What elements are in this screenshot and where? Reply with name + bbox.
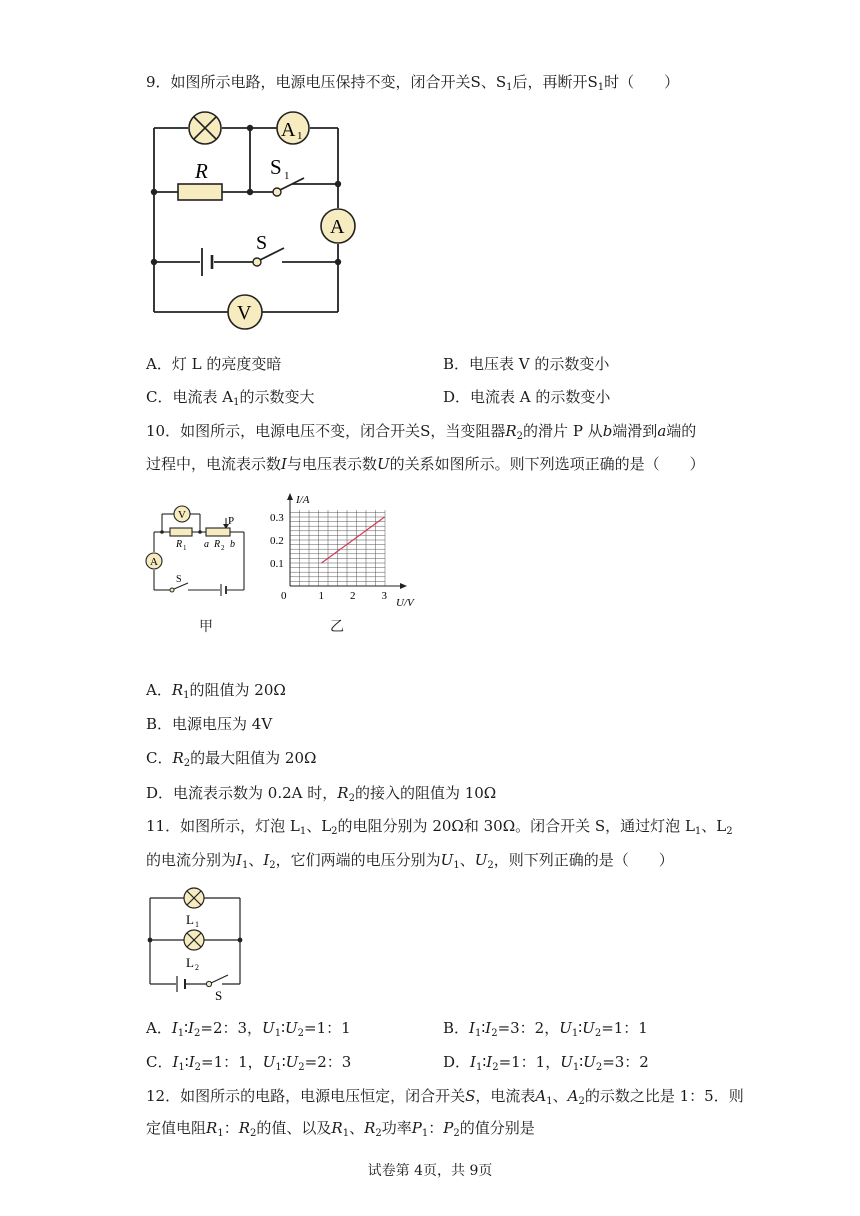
q11-option-b[interactable]: B．$I_1∶I_2=3$：2，$U_1∶U_2=1$：1 (443, 1019, 648, 1039)
svg-text:R: R (214, 539, 221, 550)
q11-circuit-diagram (140, 880, 260, 1004)
svg-text:A: A (150, 556, 158, 568)
svg-text:L: L (186, 955, 194, 970)
q10-circuit-jia (140, 500, 260, 600)
svg-text:R: R (176, 539, 183, 550)
svg-text:R: R (195, 159, 208, 183)
q11-stem-line2: 的电流分别为$I_1$、$I_2$，它们两端的电压分别为$U_1$、$U_2$，则下列正确的是（ ） (146, 851, 674, 871)
q10-fig-yi-caption: 乙 (330, 619, 344, 635)
q10-option-d[interactable]: D．电流表示数为 0.2A 时，$R_2$的接入的阻值为 10Ω (146, 784, 497, 804)
q11-stem-line1: 11．如图所示，灯泡 $L_1$、$L_2$的电阻分别为 20Ω和 30Ω。闭合开关 S，通过灯泡 $L_1$、$L_2$ (146, 817, 733, 837)
q11-option-d[interactable]: D．$I_1∶I_2=1$：1，$U_1∶U_2=3$：2 (443, 1053, 649, 1073)
svg-text:V: V (237, 302, 252, 324)
svg-text:1: 1 (297, 130, 303, 142)
q10-stem-line1: 10．如图所示，电源电压不变，闭合开关S，当变阻器$R_2$的滑片 P 从b端滑到a端的 (146, 422, 697, 442)
q9-ammeter-a (321, 209, 355, 243)
svg-text:1: 1 (183, 544, 187, 552)
svg-text:2: 2 (195, 963, 199, 972)
svg-text:A: A (281, 119, 296, 141)
chart-y-arrow (287, 493, 293, 500)
svg-text:2: 2 (221, 544, 225, 552)
q10-fig-jia-caption: 甲 (199, 619, 213, 635)
q10-option-a[interactable]: A．$R_1$的阻值为 20Ω (146, 681, 286, 701)
svg-text:A: A (330, 216, 345, 238)
q11-lamp-l1-icon (184, 888, 204, 908)
q9-circuit-diagram (140, 100, 360, 340)
page-footer: 试卷第 4页，共 9页 (367, 1163, 493, 1179)
chart-x-tick-label: 1 (318, 590, 324, 602)
svg-text:a: a (204, 539, 209, 550)
svg-text:S: S (270, 155, 282, 179)
q9-option-b[interactable]: B．电压表 V 的示数变小 (443, 355, 610, 373)
svg-text:P: P (228, 515, 235, 527)
svg-text:S: S (215, 988, 223, 1003)
chart-y-tick-label: 0.1 (270, 558, 284, 570)
q9-option-c[interactable]: C．电流表 $A_1$的示数变大 (146, 388, 315, 408)
q12-stem-line2: 定值电阻$R_1$：$R_2$的值、以及$R_1$、$R_2$功率$P_1$：$P_2$的值分别是 (146, 1119, 535, 1139)
q9-stem: 9．如图所示电路，电源电压保持不变，闭合开关S、$S_1$后，再断开$S_1$时（ ） (146, 73, 680, 93)
q10-chart-yi (268, 488, 428, 614)
svg-text:S: S (256, 232, 268, 254)
svg-text:L: L (186, 912, 194, 927)
q11-option-a[interactable]: A．$I_1∶I_2=2$：3，$U_1∶U_2=1$：1 (146, 1019, 351, 1039)
q9-resistor-r (178, 184, 222, 200)
svg-text:b: b (230, 539, 235, 550)
q10-option-c[interactable]: C．$R_2$的最大阻值为 20Ω (146, 749, 317, 769)
q12-stem-line1: 12．如图所示的电路，电源电压恒定，闭合开关S，电流表$A_1$、$A_2$的示数之比是 1：5．则 (146, 1087, 744, 1107)
chart-y-tick-label: 0.3 (270, 512, 284, 524)
chart-x-arrow (400, 583, 407, 589)
q11-option-c[interactable]: C．$I_1∶I_2=1$：1，$U_1∶U_2=2$：3 (146, 1053, 352, 1073)
chart-x-tick-label: 0 (281, 590, 287, 602)
svg-text:1: 1 (284, 170, 290, 182)
q10-stem-line2: 过程中，电流表示数I与电压表示数U的关系如图所示。则下列选项正确的是（ ） (146, 455, 705, 473)
chart-x-tick-label: 2 (350, 590, 356, 602)
q9-lamp-icon (189, 112, 221, 144)
svg-text:1: 1 (195, 920, 199, 929)
chart-y-tick-label: 0.2 (270, 535, 284, 547)
svg-text:S: S (176, 574, 182, 585)
q9-battery-icon (202, 248, 212, 276)
q9-option-d[interactable]: D．电流表 A 的示数变小 (443, 388, 611, 406)
q9-voltmeter-v (228, 295, 262, 329)
q10-option-b[interactable]: B．电源电压为 4V (146, 715, 273, 733)
q9-option-a[interactable]: A．灯 L 的亮度变暗 (146, 355, 282, 373)
chart-y-axis-label: I/A (296, 494, 310, 506)
chart-x-axis-label: U/V (396, 597, 414, 609)
svg-text:V: V (178, 509, 186, 521)
q9-ammeter-a1 (277, 112, 309, 144)
chart-x-tick-label: 3 (381, 590, 387, 602)
q11-lamp-l2-icon (184, 930, 204, 950)
